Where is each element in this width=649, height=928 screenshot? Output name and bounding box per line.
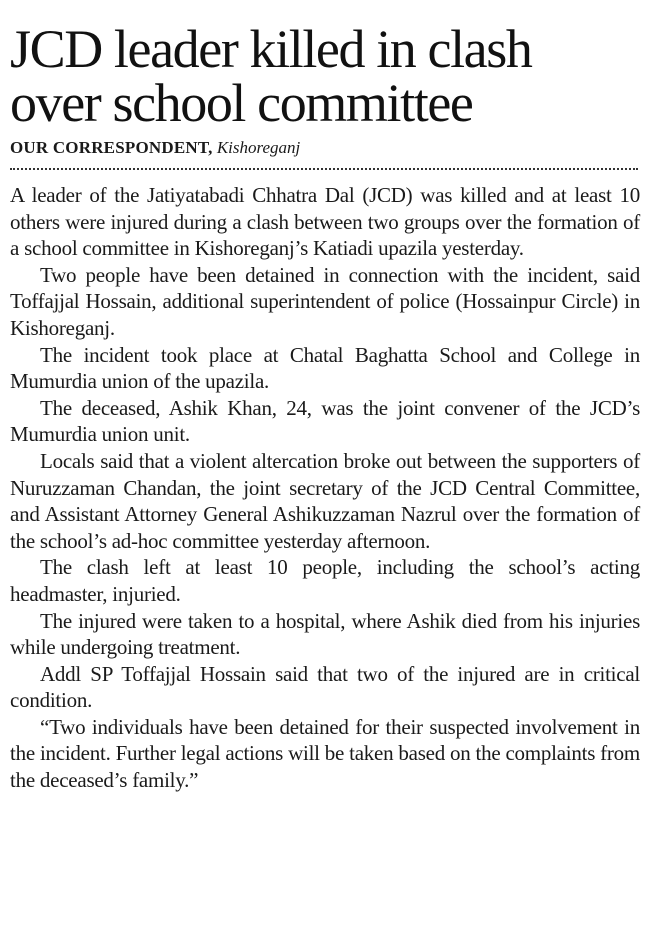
paragraph: “Two individuals have been detained for their suspected involvement in the incident. Further legal actions will be taken based on the complaints from the deceased’s family.” bbox=[10, 714, 640, 793]
headline-line-1: JCD leader killed in clash bbox=[10, 19, 532, 79]
paragraph: Two people have been detained in connection with the incident, said Toffajjal Hossain, additional superintendent of police (Hossainpur Circle) in Kishoreganj. bbox=[10, 262, 640, 340]
article-body bbox=[10, 182, 640, 794]
article-headline bbox=[10, 0, 640, 133]
byline-location: Kishoreganj bbox=[216, 138, 301, 157]
paragraph: The injured were taken to a hospital, where Ashik died from his injuries while undergoing treatment. bbox=[10, 608, 640, 660]
paragraph: Locals said that a violent altercation broke out between the supporters of Nuruzzaman Chandan, the joint secretary of the JCD Central Committee, and Assistant Attorney General Ashikuzzaman Nazrul over the formation of the school’s ad-hoc committee yesterday afternoon. bbox=[10, 448, 640, 553]
headline-line-2: over school committee bbox=[10, 73, 473, 133]
paragraph: The clash left at least 10 people, including the school’s acting headmaster, injuried. bbox=[10, 555, 640, 606]
paragraph: Addl SP Toffajjal Hossain said that two of the injured are in critical condition. bbox=[10, 661, 640, 713]
byline-author: OUR CORRESPONDENT, bbox=[10, 138, 213, 157]
paragraph: A leader of the Jatiyatabadi Chhatra Dal (JCD) was killed and at least 10 others were injured during a clash between two groups over the formation of a school committee in Kishoreganj’s Katiadi upazila yesterday. bbox=[10, 183, 640, 261]
news-article bbox=[10, 0, 640, 794]
paragraph: The deceased, Ashik Khan, 24, was the joint convener of the JCD’s Mumurdia union unit. bbox=[10, 395, 640, 447]
article-byline bbox=[10, 138, 640, 158]
paragraph: The incident took place at Chatal Baghatta School and College in Mumurdia union of the upazila. bbox=[10, 342, 640, 394]
dotted-divider bbox=[10, 168, 638, 170]
